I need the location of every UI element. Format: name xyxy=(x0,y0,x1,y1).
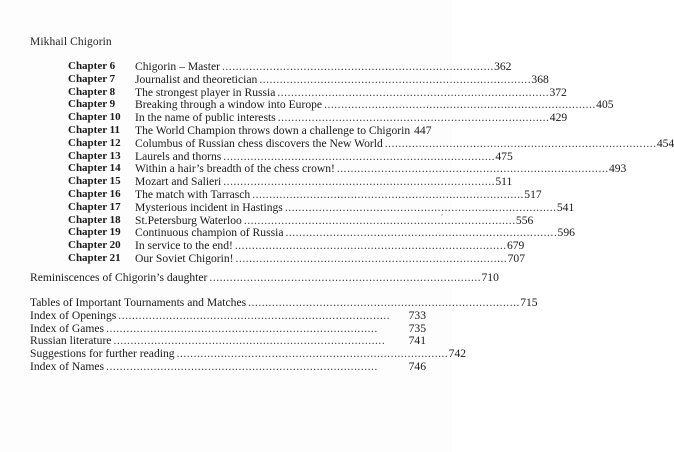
toc-page-number: 746 xyxy=(408,360,426,373)
toc-chapter-row xyxy=(135,201,575,214)
dot-leader xyxy=(252,188,522,201)
chapter-number: Chapter 9 xyxy=(68,98,116,110)
toc-chapter-row xyxy=(135,162,627,175)
toc-entry-title: Index of Names xyxy=(30,360,105,373)
toc-page-number: 454 xyxy=(656,137,674,150)
chapter-number: Chapter 13 xyxy=(68,150,121,162)
toc-entry-title: Tables of Important Tournaments and Matches xyxy=(30,296,247,309)
toc-entry-title: Reminiscences of Chigorin’s daughter xyxy=(30,271,208,284)
toc-entry-title: Columbus of Russian chess discovers the New World xyxy=(135,137,383,150)
toc-entry-title: Within a hair’s breadth of the chess crown! xyxy=(135,162,335,175)
dot-leader xyxy=(248,296,518,309)
running-head: Mikhail Chigorin xyxy=(30,36,112,48)
toc-page-number: 707 xyxy=(507,252,525,265)
toc-page-number: 372 xyxy=(549,86,567,99)
toc-page-number: 362 xyxy=(494,60,512,73)
toc-entry-title: Chigorin – Master xyxy=(135,60,221,73)
toc-reminiscences-row xyxy=(30,271,499,284)
toc-appendix-row xyxy=(30,334,426,347)
toc-entry-title: Our Soviet Chigorin! xyxy=(135,252,234,265)
toc-entry-title: Journalist and theoretician xyxy=(135,73,258,86)
toc-appendix-row xyxy=(30,296,538,309)
chapter-number: Chapter 10 xyxy=(68,111,121,123)
chapter-number: Chapter 18 xyxy=(68,214,121,226)
dot-leader xyxy=(118,309,406,322)
toc-page-number: 710 xyxy=(481,271,499,284)
toc-chapter-row xyxy=(135,188,542,201)
toc-entry-title: The World Champion throws down a challenge to Chigorin xyxy=(135,124,411,137)
toc-entry-title: The strongest player in Russia xyxy=(135,86,276,99)
toc-page-number: 447 xyxy=(414,124,432,137)
chapter-number: Chapter 11 xyxy=(68,124,121,136)
toc-entry-title: Breaking through a window into Europe xyxy=(135,98,323,111)
chapter-number: Chapter 7 xyxy=(68,73,116,85)
chapter-number: Chapter 14 xyxy=(68,162,121,174)
toc-chapter-row xyxy=(135,226,575,239)
toc-entry-title: Index of Games xyxy=(30,322,105,335)
toc-chapter-row xyxy=(135,73,549,86)
chapter-number: Chapter 17 xyxy=(68,201,121,213)
toc-page-number: 596 xyxy=(557,226,575,239)
chapter-number: Chapter 8 xyxy=(68,86,116,98)
chapter-number: Chapter 20 xyxy=(68,239,121,251)
toc-page-number: 679 xyxy=(506,239,525,252)
toc-appendix-row xyxy=(30,309,426,322)
toc-chapter-row xyxy=(135,124,432,137)
toc-entry-title: Continuous champion of Russia xyxy=(135,226,284,239)
toc-entry-title: The match with Tarrasch xyxy=(135,188,251,201)
dot-leader xyxy=(222,60,492,73)
dot-leader xyxy=(324,98,594,111)
dot-leader xyxy=(113,334,406,347)
dot-leader xyxy=(337,162,607,175)
toc-entry-title: Suggestions for further reading xyxy=(30,347,175,360)
dot-leader xyxy=(106,360,407,373)
scan-speck: , xyxy=(441,209,444,217)
dot-leader xyxy=(177,347,447,360)
toc-page-number: 493 xyxy=(608,162,627,175)
toc-page-number: 541 xyxy=(556,201,575,214)
toc-page-number: 511 xyxy=(495,175,513,188)
dot-leader xyxy=(285,201,555,214)
chapter-number: Chapter 15 xyxy=(68,175,121,187)
chapter-number: Chapter 6 xyxy=(68,60,116,72)
toc-page-number: 742 xyxy=(448,347,467,360)
toc-entry-title: Mysterious incident in Hastings xyxy=(135,201,283,214)
toc-entry-title: St.Petersburg Waterloo xyxy=(135,214,242,227)
chapter-number: Chapter 12 xyxy=(68,137,121,149)
dot-leader xyxy=(259,73,529,86)
toc-entry-title: Mozart and Salieri xyxy=(135,175,222,188)
toc-entry-title: In service to the end! xyxy=(135,239,233,252)
toc-appendix-row xyxy=(30,360,426,373)
chapter-number: Chapter 19 xyxy=(68,226,121,238)
toc-page-number: 735 xyxy=(408,322,426,335)
chapter-number: Chapter 16 xyxy=(68,188,121,200)
toc-chapter-row xyxy=(135,239,525,252)
toc-page-number: 741 xyxy=(408,334,426,347)
toc-page-number: 556 xyxy=(515,214,534,227)
toc-entry-title: Laurels and thorns xyxy=(135,150,222,163)
toc-entry-title: Russian literature xyxy=(30,334,112,347)
toc-page-number: 517 xyxy=(524,188,542,201)
dot-leader xyxy=(285,226,555,239)
chapter-number: Chapter 21 xyxy=(68,252,121,264)
toc-chapter-row xyxy=(135,111,568,124)
toc-entry-title: In the name of public interests xyxy=(135,111,276,124)
toc-chapter-row xyxy=(135,137,674,150)
toc-page-number: 475 xyxy=(495,150,513,163)
toc-appendix-row xyxy=(30,347,467,360)
toc-chapter-row xyxy=(135,60,512,73)
toc-page-number: 715 xyxy=(520,296,538,309)
toc-chapter-row xyxy=(135,252,525,265)
toc-entry-title: Index of Openings xyxy=(30,309,117,322)
dot-leader xyxy=(235,239,505,252)
dot-leader xyxy=(223,175,493,188)
toc-chapter-row xyxy=(135,175,513,188)
toc-page-number: 733 xyxy=(408,309,426,322)
dot-leader xyxy=(385,137,655,150)
toc-page-number: 429 xyxy=(549,111,568,124)
toc-page-number: 405 xyxy=(596,98,614,111)
dot-leader xyxy=(236,252,506,265)
toc-chapter-row xyxy=(135,98,614,111)
dot-leader xyxy=(209,271,479,284)
toc-page-number: 368 xyxy=(531,73,549,86)
dot-leader xyxy=(278,111,548,124)
